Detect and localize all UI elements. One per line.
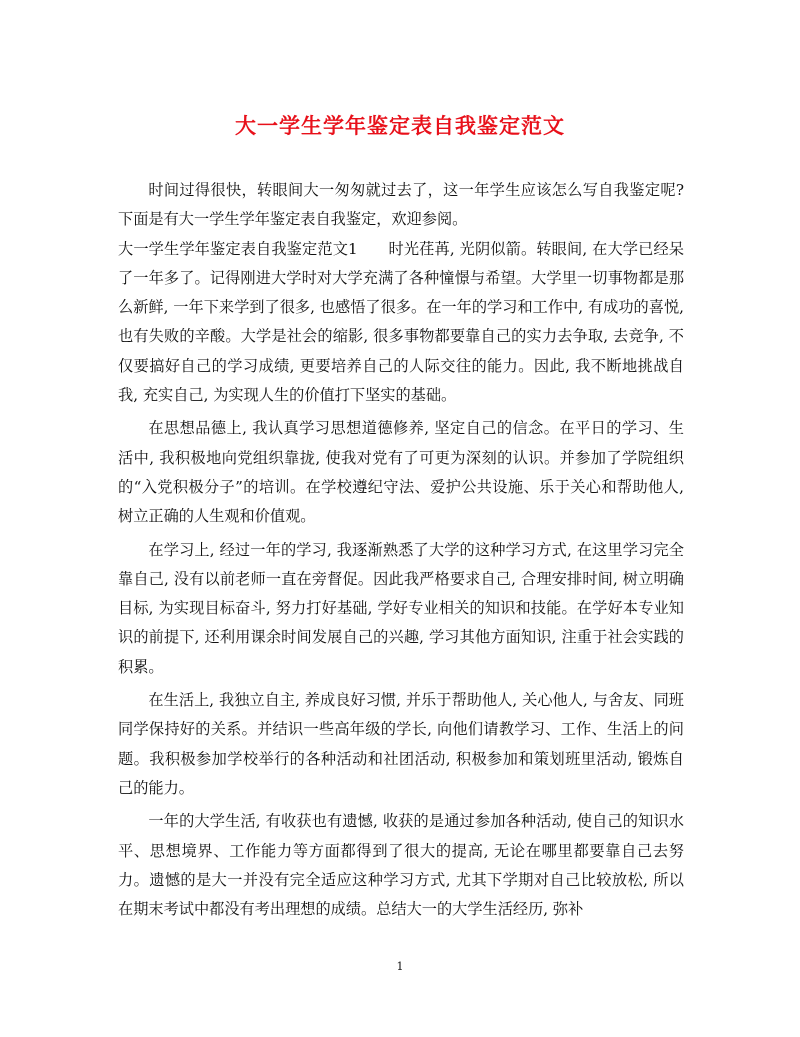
- document-body: [118, 176, 684, 924]
- page-number: 1: [396, 960, 404, 973]
- sample-paragraph: 大一学生学年鉴定表自我鉴定范文1 时光荏苒, 光阴似箭。转眼间, 在大学已经呆了一年多了。记得刚进大学时对大学充满了各种憧憬与希望。大学里一切事物都是那么新鲜, 一年下来学到了很多, 也感悟了很多。在一年的学习和工作中, 有成功的喜悦, 也有失败的辛酸。大学是社会的缩影, 很多事物都要靠自己的实力去争取, 去竞争, 不仅要搞好自己的学习成绩, 更要培养自己的人际交往的能力。因此, 我不断地挑战自我, 充实自己, 为实现人生的价值打下坚实的基础。: [118, 239, 684, 405]
- paragraph-life: 在生活上, 我独立自主, 养成良好习惯, 并乐于帮助他人, 关心他人, 与舍友、同班同学保持好的关系。并结识一些高年级的学长, 向他们请教学习、工作、生活上的问题。我积极参加学校举行的各种活动和社团活动, 积极参加和策划班里活动, 锻炼自己的能力。: [118, 691, 684, 797]
- paragraph-summary: 一年的大学生活, 有收获也有遗憾, 收获的是通过参加各种活动, 使自己的知识水平、思想境界、工作能力等方面都得到了很大的提高, 无论在哪里都要靠自己去努力。遗憾的是大一并没有完全适应这种学习方式, 尤其下学期对自己比较放松, 所以在期末考试中都没有考出理想的成绩。总结大一的大学生活经历, 弥补: [118, 812, 684, 919]
- paragraph-study: 在学习上, 经过一年的学习, 我逐渐熟悉了大学的这种学习方式, 在这里学习完全靠自己, 没有以前老师一直在旁督促。因此我严格要求自己, 合理安排时间, 树立明确目标, 为实现目标奋斗, 努力打好基础, 学好专业相关的知识和技能。在学好本专业知识的前提下, 还利用课余时间发展自己的兴趣, 学习其他方面知识, 注重于社会实践的积累。: [118, 540, 684, 676]
- intro-paragraph: 时间过得很快，转眼间大一匆匆就过去了，这一年学生应该怎么写自我鉴定呢?下面是有大一学生学年鉴定表自我鉴定，欢迎参阅。: [118, 181, 684, 229]
- paragraph-ideology: 在思想品德上, 我认真学习思想道德修养, 坚定自己的信念。在平日的学习、生活中, 我积极地向党组织靠拢, 使我对党有了可更为深刻的认识。并参加了学院组织的“入党积极分子”的培训。在学校遵纪守法、爱护公共设施、乐于关心和帮助他人, 树立正确的人生观和价值观。: [118, 419, 684, 526]
- document-title: 大一学生学年鉴定表自我鉴定范文: [235, 113, 565, 138]
